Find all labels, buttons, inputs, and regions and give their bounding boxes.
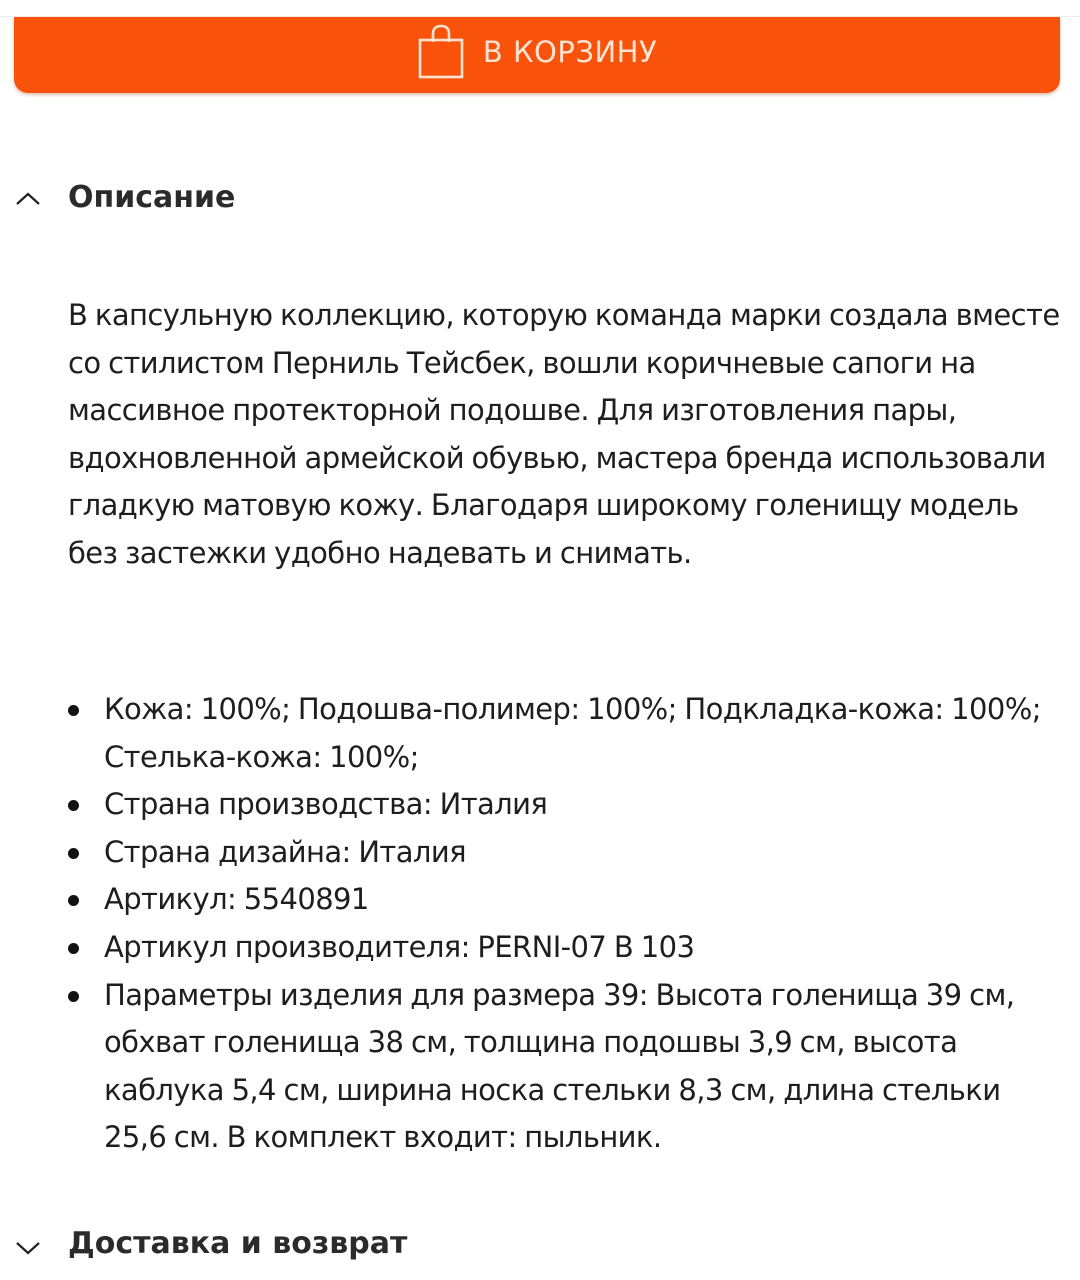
chevron-down-icon bbox=[14, 1238, 42, 1258]
description-body bbox=[68, 292, 1068, 578]
section-title-delivery: Доставка и возврат bbox=[68, 1226, 408, 1261]
spec-item-country-production: Страна производства: Италия bbox=[68, 781, 1068, 829]
spec-item-manufacturer-sku: Артикул производителя: PERNI-07 B 103 bbox=[68, 924, 1068, 972]
spec-item-country-design: Страна дизайна: Италия bbox=[68, 829, 1068, 877]
spec-item-sku: Артикул: 5540891 bbox=[68, 876, 1068, 924]
bullet-icon bbox=[68, 895, 79, 906]
spec-item-materials: Кожа: 100%; Подошва-полимер: 100%; Подкладка-кожа: 100%; Стелька-кожа: 100%; bbox=[68, 686, 1068, 781]
bullet-icon bbox=[68, 943, 79, 954]
add-to-cart-label: В КОРЗИНУ bbox=[482, 35, 658, 69]
shopping-bag-icon bbox=[417, 24, 465, 80]
bullet-icon bbox=[68, 848, 79, 859]
add-to-cart-button[interactable] bbox=[14, 17, 1060, 93]
chevron-up-icon bbox=[14, 189, 42, 209]
bullet-icon bbox=[68, 800, 79, 811]
spec-item-size-parameters: Параметры изделия для размера 39: Высота голенища 39 см, обхват голенища 38 см, толщина подошвы 3,9 см, высота каблука 5,4 см, ширина носка стельки 8,3 см, длина стельки 25,6 см. В комплект входит: пыльник. bbox=[68, 972, 1068, 1162]
description-paragraph: В капсульную коллекцию, которую команда марки создала вместе со стилистом Перниль Тейсбек, вошли коричневые сапоги на массивное протекторной подошве. Для изготовления пары, вдохновленной армейской обувью, мастера бренда использовали гладкую матовую кожу. Благодаря широкому голенищу модель без застежки удобно надевать и снимать. bbox=[68, 298, 1060, 570]
spec-list bbox=[68, 686, 1068, 1162]
section-title-description: Описание bbox=[68, 180, 236, 215]
bullet-icon bbox=[68, 991, 79, 1002]
bullet-icon bbox=[68, 705, 79, 716]
